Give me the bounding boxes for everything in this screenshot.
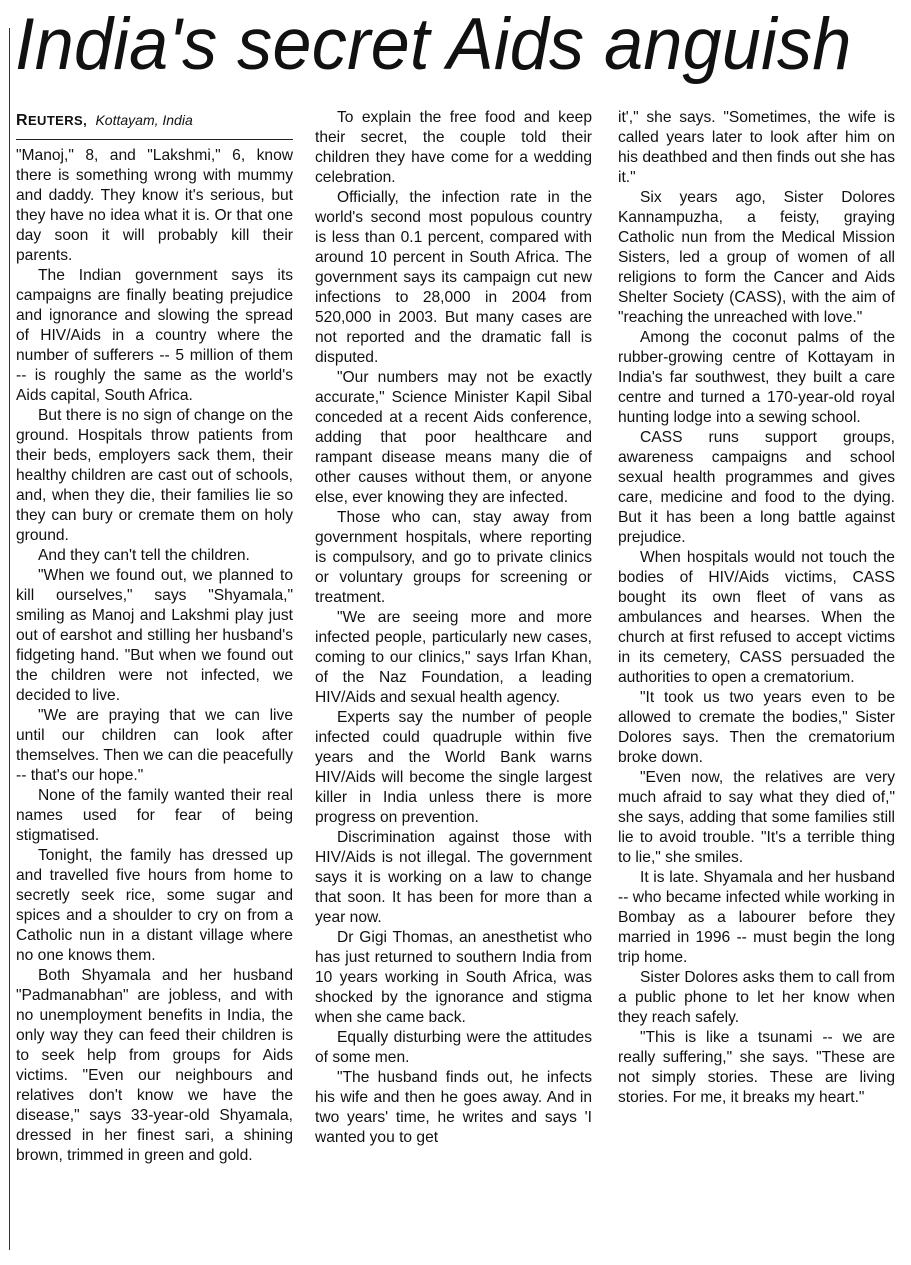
paragraph: CASS runs support groups, awareness campaigns and school sexual health programmes and gives care, medicine and food to the dying. But it has been a long battle against prejudice. bbox=[618, 429, 895, 546]
paragraph: "It took us two years even to be allowed to cremate the bodies," Sister Dolores says. Then the crematorium broke down. bbox=[618, 689, 895, 766]
paragraph: Tonight, the family has dressed up and travelled five hours from home to secretly seek rice, some sugar and spices and a shoulder to cry on from a Catholic nun in a distant village where no one knows them. bbox=[16, 847, 293, 964]
paragraph: To explain the free food and keep their secret, the couple told their children they have come for a wedding celebration. bbox=[315, 109, 592, 186]
paragraph: Both Shyamala and her husband "Padmanabhan" are jobless, and with no unemployment benefits in India, the only way they can feed their children is to seek help from groups for Aids victims. "Even our neighbours and relatives don't know we have the disease," says 33-year-old Shyamala, dressed in her finest sari, a shining brown, trimmed in green and gold. bbox=[16, 967, 293, 1164]
paragraph: Discrimination against those with HIV/Aids is not illegal. The government says it is working on a law to change that soon. It has been for more than a year now. bbox=[315, 829, 592, 926]
headline: India's secret Aids anguish bbox=[15, 4, 852, 85]
paragraph: Officially, the infection rate in the world's second most populous country is less than 0.1 percent, compared with around 10 percent in South Africa. The government says its campaign cut new infections to 28,000 in 2004 from 520,000 in 2003. But many cases are not reported and the dramatic fall is disputed. bbox=[315, 189, 592, 366]
paragraph: it'," she says. "Sometimes, the wife is called years later to look after him on his deathbed and then finds out she has it." bbox=[618, 109, 895, 186]
left-column-rule bbox=[9, 28, 10, 1250]
paragraph: "This is like a tsunami -- we are really suffering," she says. "These are not simply stories. These are living stories. For me, it breaks my heart." bbox=[618, 1029, 895, 1106]
paragraph: "When we found out, we planned to kill ourselves," says "Shyamala," smiling as Manoj and Lakshmi play just out of earshot and stilling her husband's fidgeting hand. "But when we found out the children were not infected, we decided to live. bbox=[16, 567, 293, 704]
article-column-3 bbox=[618, 108, 895, 1108]
article-column-2 bbox=[315, 108, 592, 1148]
paragraph: "The husband finds out, he infects his wife and then he goes away. And in two years' time, he writes and says 'I wanted you to get bbox=[315, 1069, 592, 1146]
agency-name: EUTERS, bbox=[27, 113, 88, 128]
agency-initial: R bbox=[16, 112, 28, 129]
paragraph: Dr Gigi Thomas, an anesthetist who has just returned to southern India from 10 years working in South Africa, was shocked by the ignorance and stigma when she came back. bbox=[315, 929, 592, 1026]
article-column-1 bbox=[16, 108, 293, 1166]
paragraph: But there is no sign of change on the ground. Hospitals throw patients from their beds, employers sack them, their healthy children are cast out of schools, and, when they die, their families lie so they can bury or cremate them on holy ground. bbox=[16, 407, 293, 544]
paragraph: Experts say the number of people infected could quadruple within five years and the World Bank warns HIV/Aids will become the single largest killer in India unless there is more progress on prevention. bbox=[315, 709, 592, 826]
paragraph: "Our numbers may not be exactly accurate," Science Minister Kapil Sibal conceded at a recent Aids conference, adding that poor healthcare and rampant disease means many die of other causes without them, or anyone else, ever knowing they are infected. bbox=[315, 369, 592, 506]
paragraph: Those who can, stay away from government hospitals, where reporting is compulsory, and go to private clinics or voluntary groups for screening or treatment. bbox=[315, 509, 592, 606]
paragraph: And they can't tell the children. bbox=[38, 547, 250, 564]
paragraph: "Manoj," 8, and "Lakshmi," 6, know there is something wrong with mummy and daddy. They know it's serious, but they have no idea what it is. Or that one day soon it will probably kill their parents. bbox=[16, 147, 293, 264]
paragraph: Equally disturbing were the attitudes of some men. bbox=[315, 1029, 592, 1066]
paragraph: Among the coconut palms of the rubber-growing centre of Kottayam in India's far southwest, they built a care centre and turned a 170-year-old royal hunting lodge into a sewing school. bbox=[618, 329, 895, 426]
paragraph: None of the family wanted their real names used for fear of being stigmatised. bbox=[16, 787, 293, 844]
dateline-location: Kottayam, India bbox=[95, 112, 193, 128]
paragraph: When hospitals would not touch the bodies of HIV/Aids victims, CASS bought its own fleet of vans as ambulances and hearses. When the church at first refused to accept victims in its cemetery, CASS persuaded the authorities to open a crematorium. bbox=[618, 549, 895, 686]
paragraph: The Indian government says its campaigns are finally beating prejudice and ignorance and slowing the spread of HIV/Aids in a country where the number of sufferers -- 5 million of them -- is roughly the same as the world's Aids capital, South Africa. bbox=[16, 267, 293, 404]
paragraph: "Even now, the relatives are very much afraid to say what they died of," she says, adding that some families still lie to avoid trouble. "It's a terrible thing to lie," she smiles. bbox=[618, 769, 895, 866]
paragraph: "We are seeing more and more infected people, particularly new cases, coming to our clinics," says Irfan Khan, of the Naz Foundation, a leading HIV/Aids and sexual health agency. bbox=[315, 609, 592, 706]
paragraph: "We are praying that we can live until our children can look after themselves. Then we can die peacefully -- that's our hope." bbox=[16, 707, 293, 784]
paragraph: Six years ago, Sister Dolores Kannampuzha, a feisty, graying Catholic nun from the Medical Mission Sisters, led a group of women of all religions to form the Cancer and Aids Shelter Society (CASS), with the aim of "reaching the unreached with love." bbox=[618, 189, 895, 326]
paragraph: Sister Dolores asks them to call from a public phone to let her know when they reach safely. bbox=[618, 969, 895, 1026]
paragraph: It is late. Shyamala and her husband -- who became infected while working in Bombay as a labourer before they married in 1996 -- must begin the long trip home. bbox=[618, 869, 895, 966]
byline bbox=[16, 108, 293, 140]
